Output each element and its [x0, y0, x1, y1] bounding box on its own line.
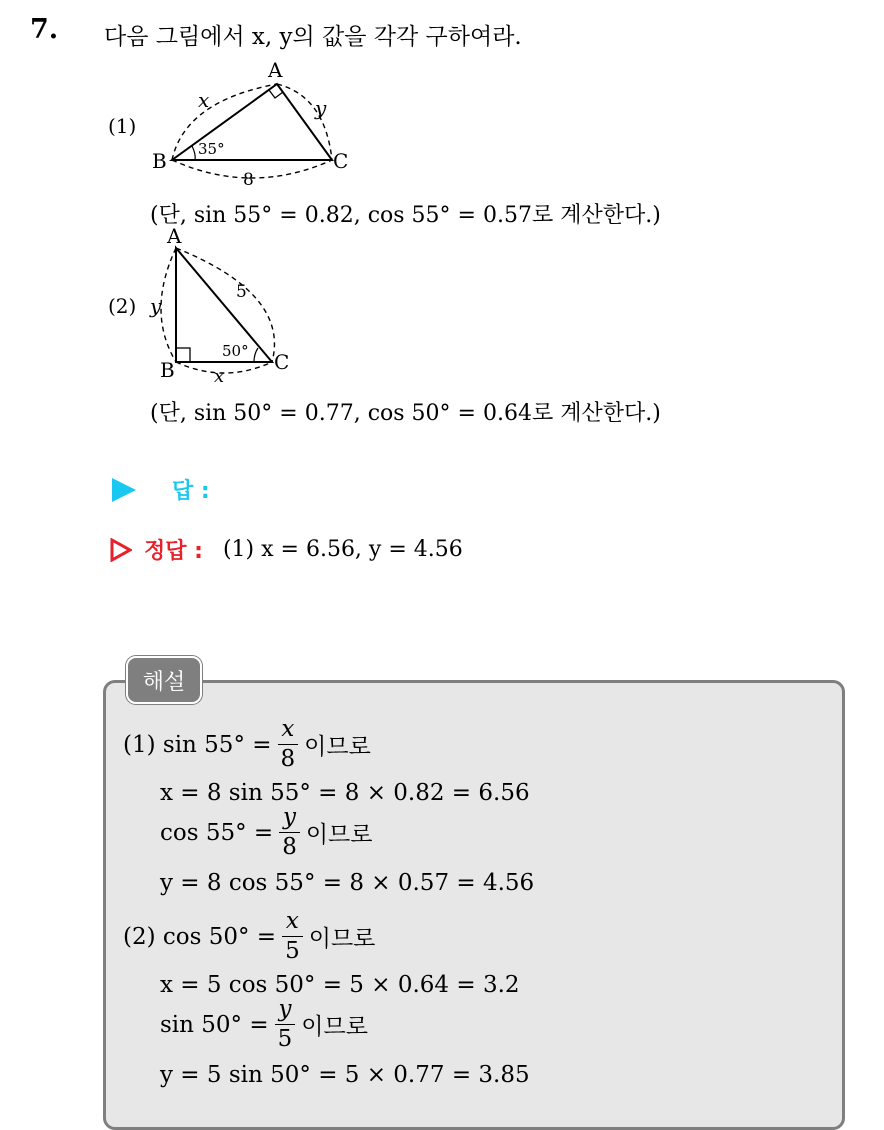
solution-line-5: (2) cos 50° = $\frac{x}{5}$ 이므로	[123, 908, 376, 964]
correct-answer-label: 정답 :	[144, 539, 203, 564]
solution-line-4: y = 8 cos 55° = 8 × 0.57 = 4.56	[160, 870, 535, 896]
correct-marker-icon	[110, 538, 132, 562]
correct-answer-row	[110, 534, 463, 565]
figure1-label: (1)	[108, 114, 137, 138]
figure1-side-y: y	[315, 96, 327, 120]
figure1-triangle	[172, 84, 332, 160]
answer-label: 답 :	[172, 479, 210, 504]
figure2-hyp-length: 5	[236, 282, 247, 302]
solution-line-1: (1) sin 55° = $\frac{x}{8}$ 이므로	[123, 716, 371, 772]
question-text: 다음 그림에서 x, y의 값을 각각 구하여라.	[104, 24, 522, 50]
figure2-right-angle-mark	[176, 348, 190, 362]
figure1-note: (단, sin 55° = 0.82, cos 55° = 0.57로 계산한다.)	[150, 203, 661, 228]
figure2-angle-label: 50°	[222, 342, 249, 360]
question-number: 7.	[30, 14, 59, 45]
solution-line-2: x = 8 sin 55° = 8 × 0.82 = 6.56	[160, 780, 530, 806]
figure2-vertex-a: A	[167, 224, 182, 248]
figure1-angle-label: 35°	[198, 140, 225, 158]
fraction: $\frac{x}{8}$	[278, 718, 299, 771]
figure2-arc-y	[161, 248, 176, 362]
solution-line-8: y = 5 sin 50° = 5 × 0.77 = 3.85	[160, 1062, 530, 1088]
figure1-base-length: 8	[243, 170, 254, 190]
figure2-angle-arc	[254, 348, 258, 362]
figure2-diagram	[140, 224, 310, 389]
figure1-vertex-a: A	[268, 58, 283, 82]
figure2-label: (2)	[108, 294, 137, 318]
figure1-vertex-b: B	[152, 149, 167, 173]
fraction: $\frac{y}{8}$	[279, 806, 300, 859]
figure2-note: (단, sin 50° = 0.77, cos 50° = 0.64로 계산한다.)	[150, 401, 661, 426]
figure2-side-y: y	[150, 294, 162, 318]
solution-line-3: cos 55° = $\frac{y}{8}$ 이므로	[160, 804, 373, 860]
figure1-right-angle-mark	[269, 90, 283, 98]
answer-row	[112, 474, 210, 505]
solution-tag: 해설	[126, 656, 202, 704]
figure1-angle-arc	[192, 146, 195, 160]
figure1-diagram	[140, 56, 370, 196]
solution-line-6: x = 5 cos 50° = 5 × 0.64 = 3.2	[160, 972, 520, 998]
correct-answer-text: (1) x = 6.56, y = 4.56	[222, 537, 463, 562]
fraction: $\frac{x}{5}$	[282, 910, 303, 963]
figure1-side-x: x	[198, 88, 210, 112]
figure2-side-x: x	[214, 366, 225, 387]
fraction: $\frac{y}{5}$	[275, 998, 296, 1051]
figure1-vertex-c: C	[333, 149, 349, 173]
solution-line-7: sin 50° = $\frac{y}{5}$ 이므로	[160, 996, 368, 1052]
figure2-vertex-b: B	[160, 358, 175, 382]
figure2-vertex-c: C	[274, 350, 290, 374]
answer-marker-icon	[112, 478, 136, 502]
